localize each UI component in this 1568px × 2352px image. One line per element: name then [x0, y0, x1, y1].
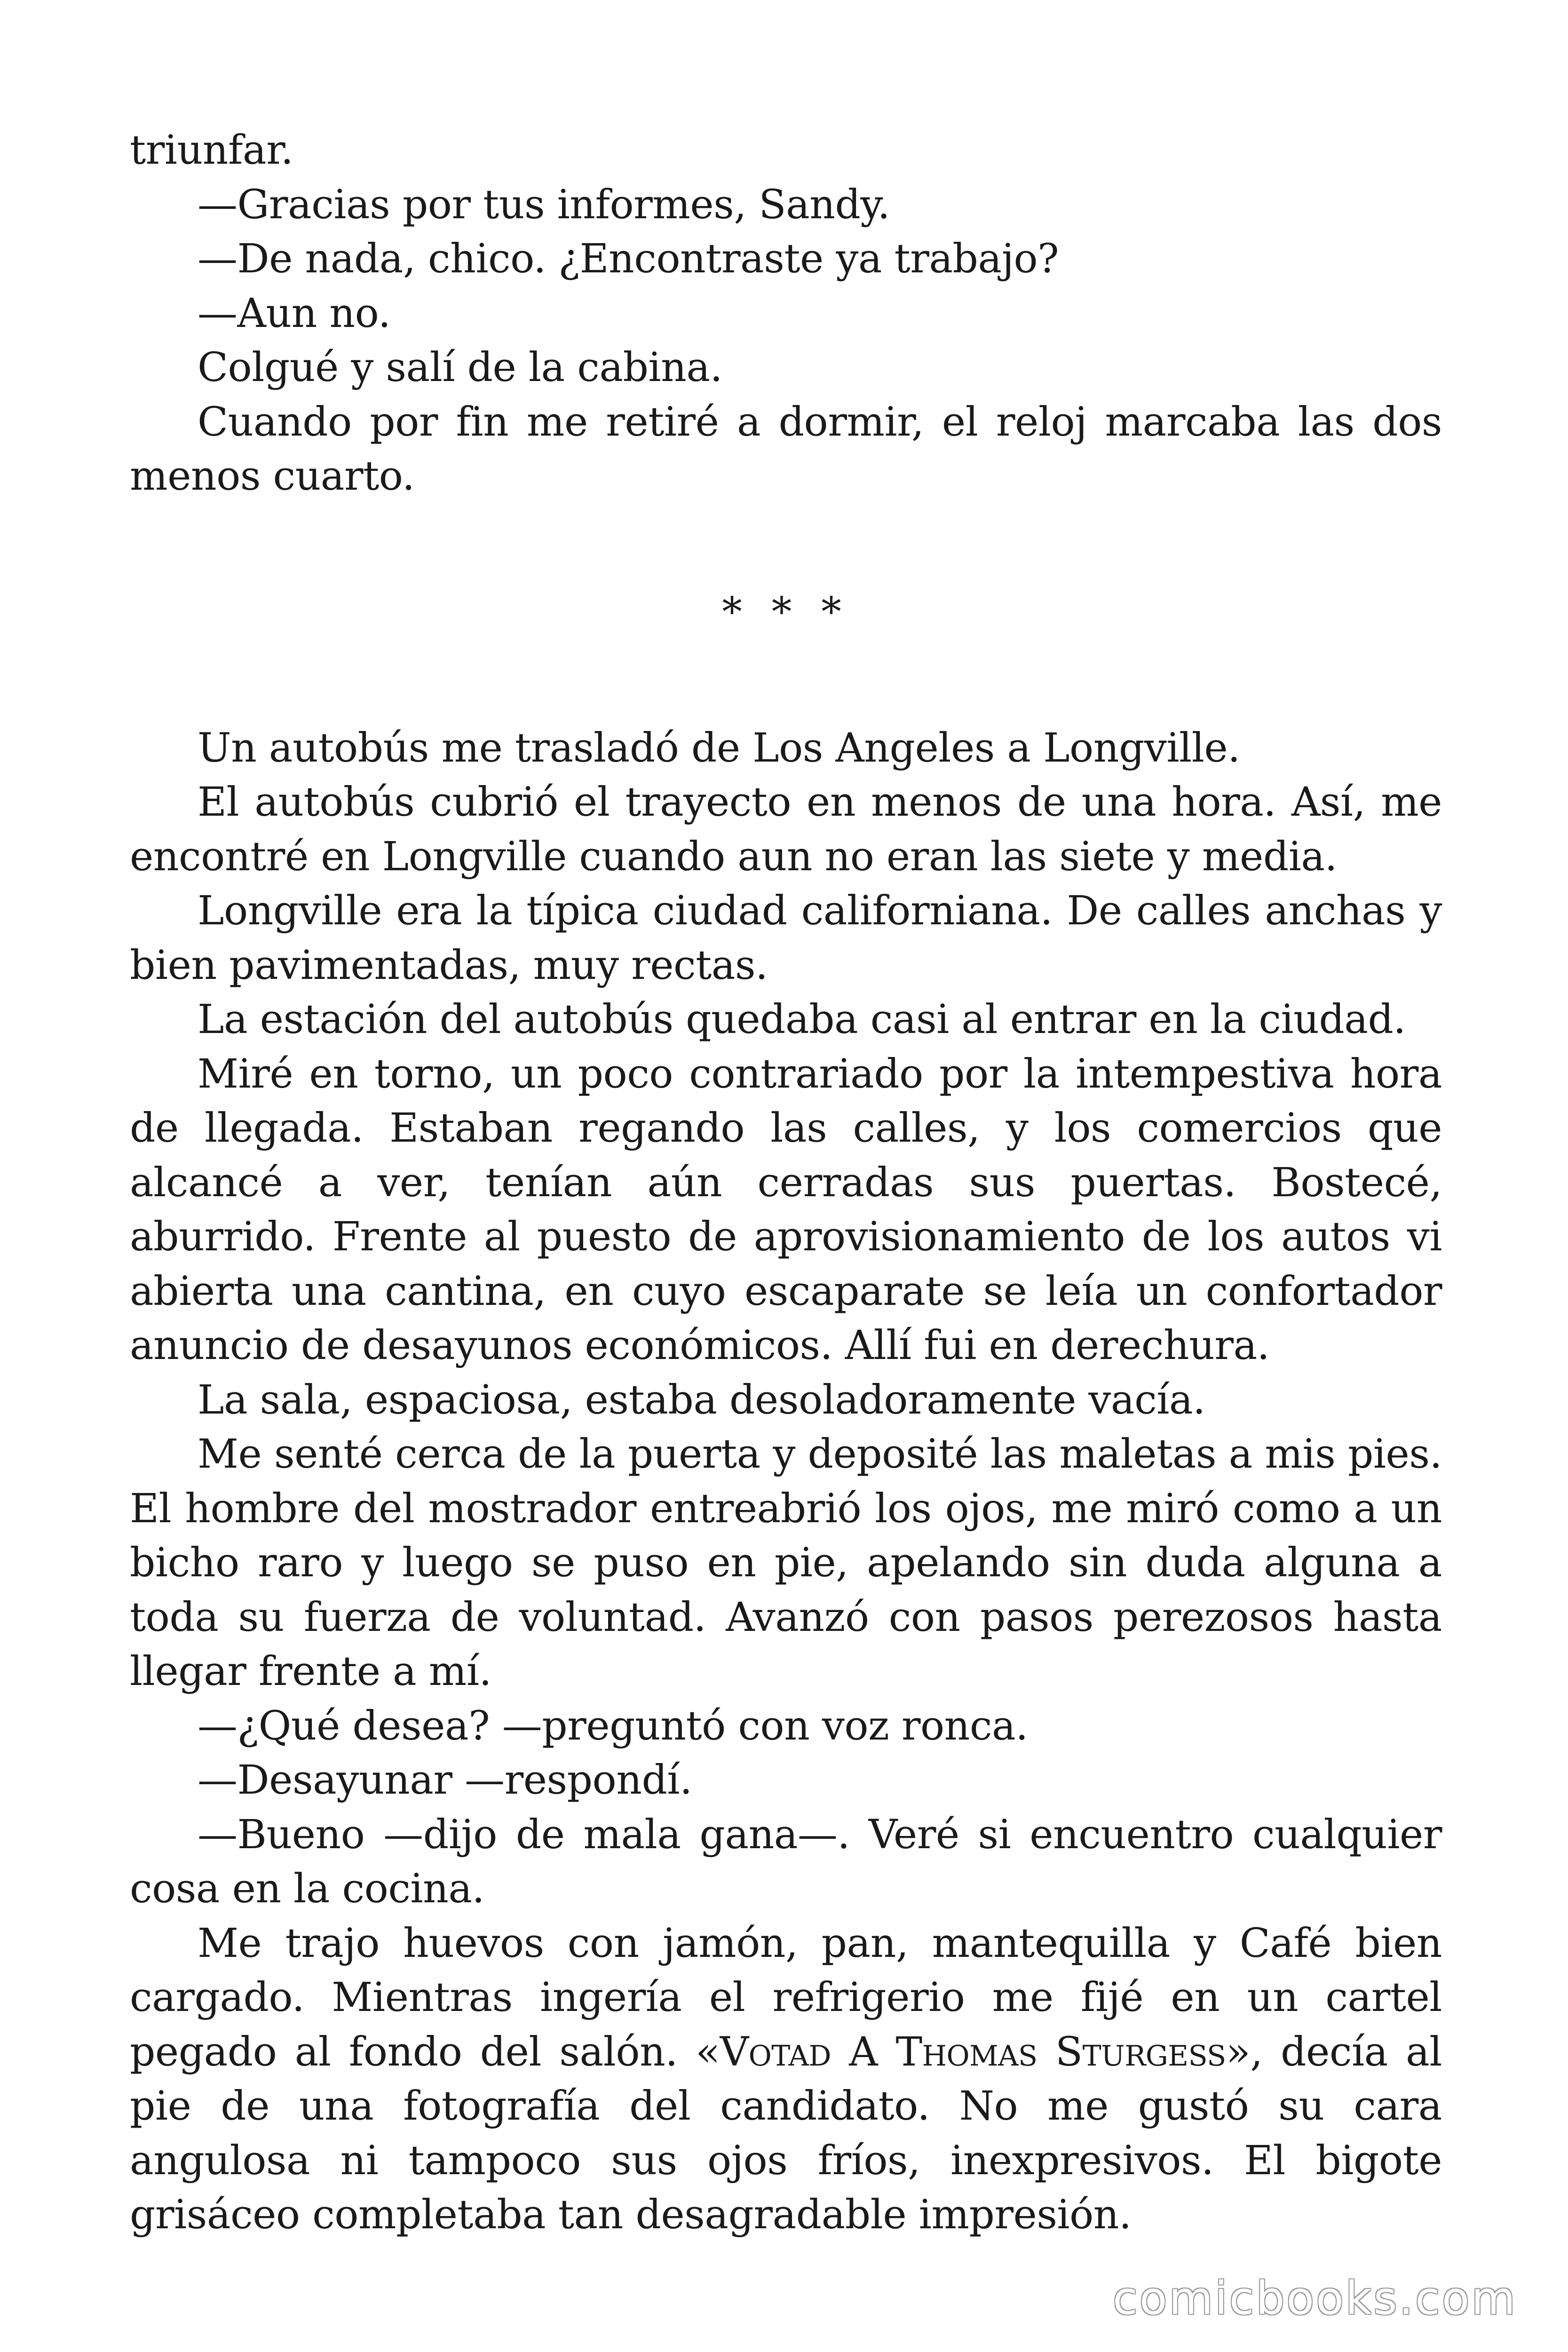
scene-separator: * * * — [722, 588, 850, 636]
paragraph: —Aun no. — [198, 290, 391, 337]
paragraph: Me senté cerca de la puerta y deposité las maletas a mis pies. El hombre del mostrador entreabrió los ojos, me miró como a un bicho raro y luego se puso en pie, apelando sin duda alguna a toda su fuerza de voluntad. Avanzó con pasos perezosos hasta llegar frente a mí. — [130, 1431, 1442, 1695]
paragraph: —Bueno —dijo de mala gana—. Veré si encuentro cualquier cosa en la cocina. — [130, 1811, 1442, 1912]
paragraph: —Gracias por tus informes, Sandy. — [198, 181, 890, 228]
paragraph: —¿Qué desea? —preguntó con voz ronca. — [198, 1702, 1028, 1749]
text-block-before — [130, 123, 1442, 504]
text-run: Me trajo huevos con jamón, pan, mantequilla y Café bien cargado. Mientras ingería el refrigerio me fijé en un cartel pegado al fondo del salón. « — [130, 1920, 1442, 2075]
text-run: », decía al pie de una fotografía del candidato. No me gustó su cara angulosa ni tampoco sus ojos fríos, inexpresivos. El bigote grisáceo completaba tan desagradable impresión. — [130, 2028, 1442, 2238]
poster-slogan: Votad A Thomas Sturgess — [720, 2028, 1226, 2075]
paragraph: Miré en torno, un poco contrariado por la intempestiva hora de llegada. Estaban regando las calles, y los comercios que alcancé a ver, tenían aún cerradas sus puertas. Bostecé, aburrido. Frente al puesto de aprovisionamiento de los autos vi abierta una cantina, en cuyo escaparate se leía un confortador anuncio de desayunos económicos. Allí fui en derechura. — [130, 1050, 1442, 1369]
paragraph: Colgué y salí de la cabina. — [198, 344, 723, 391]
text-block-after — [130, 721, 1442, 2242]
paragraph: El autobús cubrió el trayecto en menos de una hora. Así, me encontré en Longville cuando aun no eran las siete y media. — [130, 779, 1442, 880]
paragraph-final — [130, 1916, 1442, 2242]
paragraph: triunfar. — [130, 127, 293, 174]
book-page — [130, 123, 1442, 2242]
paragraph: La estación del autobús quedaba casi al entrar en la ciudad. — [198, 996, 1406, 1043]
paragraph: Un autobús me trasladó de Los Angeles a Longville. — [198, 724, 1240, 771]
watermark: comicbooks.com — [1112, 2272, 1517, 2325]
paragraph: Cuando por fin me retiré a dormir, el reloj marcaba las dos menos cuarto. — [130, 398, 1442, 500]
paragraph: —Desayunar —respondí. — [198, 1757, 692, 1804]
paragraph: La sala, espaciosa, estaba desoladoramente vacía. — [198, 1376, 1205, 1423]
paragraph: —De nada, chico. ¿Encontraste ya trabajo? — [198, 236, 1059, 282]
paragraph: Longville era la típica ciudad californiana. De calles anchas y bien pavimentadas, muy rectas. — [130, 888, 1442, 989]
